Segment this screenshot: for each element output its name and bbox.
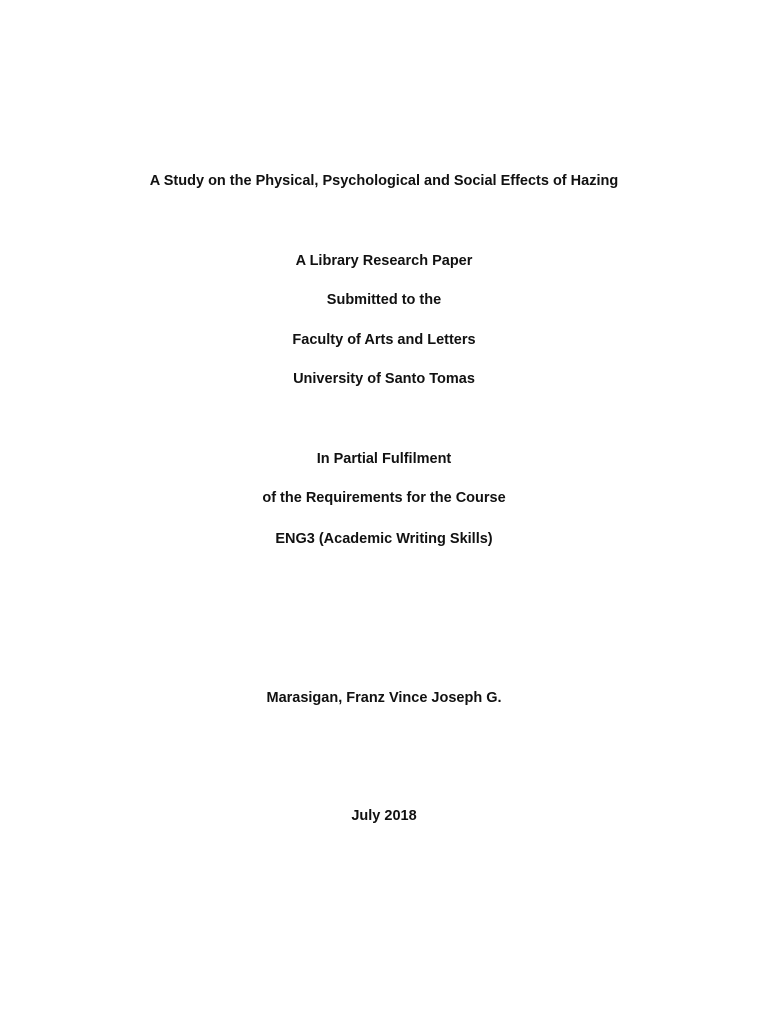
submission-date: July 2018 (351, 808, 417, 824)
faculty-name: Faculty of Arts and Letters (292, 332, 476, 348)
paper-title: A Study on the Physical, Psychological and Social Effects of Hazing (149, 173, 619, 189)
requirements-line: of the Requirements for the Course (262, 490, 506, 506)
submitted-to: Submitted to the (326, 292, 442, 308)
fulfilment-line: In Partial Fulfilment (316, 451, 452, 467)
paper-type: A Library Research Paper (295, 253, 473, 269)
course-name: ENG3 (Academic Writing Skills) (275, 531, 493, 547)
university-name: University of Santo Tomas (293, 371, 475, 387)
author-name: Marasigan, Franz Vince Joseph G. (266, 690, 502, 706)
